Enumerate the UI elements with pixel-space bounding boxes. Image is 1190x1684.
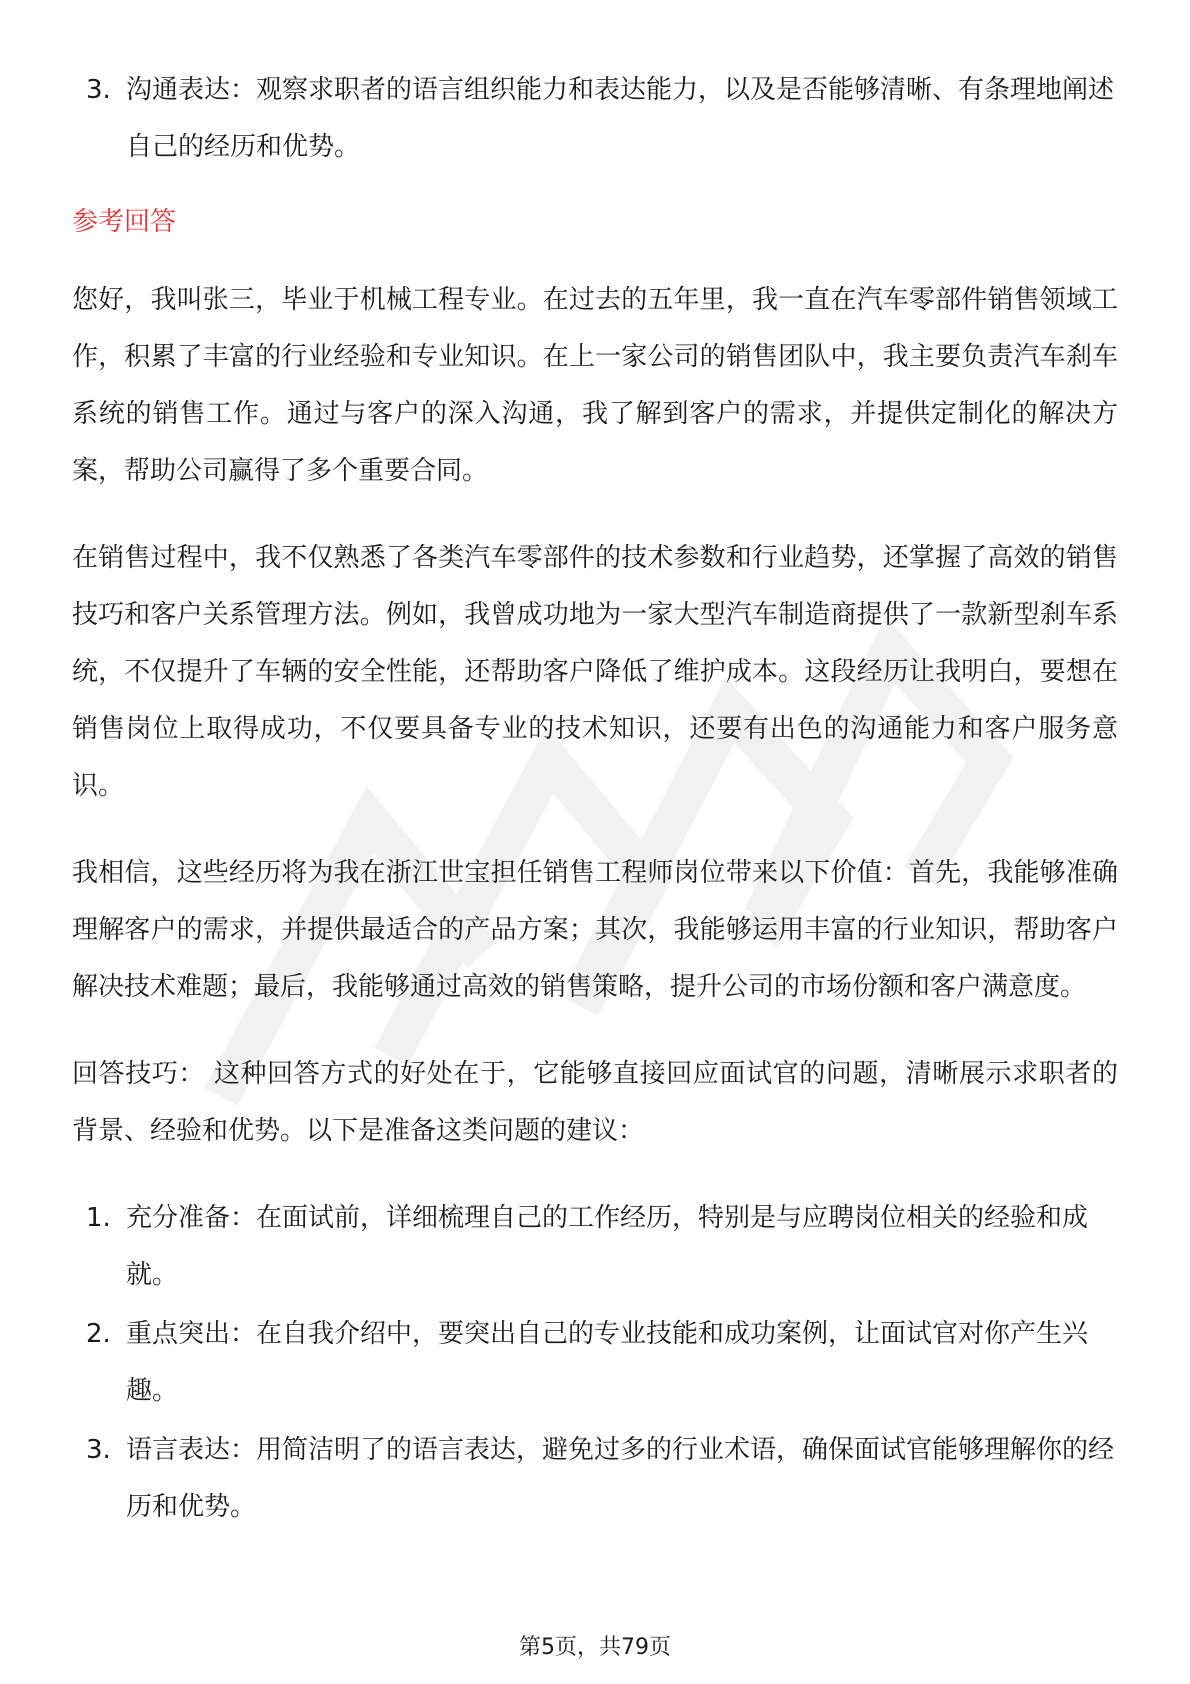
list-item	[72, 1306, 1118, 1420]
list-number: 3.	[86, 75, 111, 105]
list-text: 重点突出：在自我介绍中，要突出自己的专业技能和成功案例，让面试官对你产生兴趣。	[126, 1319, 1089, 1406]
list-number: 1.	[86, 1203, 111, 1233]
list-number: 2.	[86, 1319, 111, 1349]
list-item	[72, 1422, 1118, 1536]
answer-paragraph-2: 在销售过程中，我不仅熟悉了各类汽车零部件的技术参数和行业趋势，还掌握了高效的销售技巧和客户关系管理方法。例如，我曾成功地为一家大型汽车制造商提供了一款新型刹车系统，不仅提升了车辆的安全性能，还帮助客户降低了维护成本。这段经历让我明白，要想在销售岗位上取得成功，不仅要具备专业的技术知识，还要有出色的沟通能力和客户服务意识。	[72, 543, 1118, 801]
page-footer: 第5页，共79页	[519, 1635, 671, 1660]
list-text: 沟通表达：观察求职者的语言组织能力和表达能力，以及是否能够清晰、有条理地阐述自己的经历和优势。	[126, 75, 1115, 162]
tips-intro-paragraph: 回答技巧： 这种回答方式的好处在于，它能够直接回应面试官的问题，清晰展示求职者的背景、经验和优势。以下是准备这类问题的建议：	[72, 1059, 1118, 1146]
section-heading: 参考回答	[72, 207, 177, 237]
document-page	[72, 62, 1118, 1538]
list-item	[72, 62, 1118, 176]
list-number: 3.	[86, 1435, 111, 1465]
list-item	[72, 1190, 1118, 1304]
list-text: 充分准备：在面试前，详细梳理自己的工作经历，特别是与应聘岗位相关的经验和成就。	[126, 1203, 1089, 1290]
tips-list	[72, 1190, 1118, 1536]
answer-paragraph-1: 您好，我叫张三，毕业于机械工程专业。在过去的五年里，我一直在汽车零部件销售领域工作，积累了丰富的行业经验和专业知识。在上一家公司的销售团队中，我主要负责汽车刹车系统的销售工作。通过与客户的深入沟通，我了解到客户的需求，并提供定制化的解决方案，帮助公司赢得了多个重要合同。	[72, 285, 1118, 486]
criteria-list	[72, 62, 1118, 176]
list-text: 语言表达：用简洁明了的语言表达，避免过多的行业术语，确保面试官能够理解你的经历和优势。	[126, 1435, 1115, 1522]
answer-paragraph-3: 我相信，这些经历将为我在浙江世宝担任销售工程师岗位带来以下价值：首先，我能够准确理解客户的需求，并提供最适合的产品方案；其次，我能够运用丰富的行业知识，帮助客户解决技术难题；最后，我能够通过高效的销售策略，提升公司的市场份额和客户满意度。	[72, 858, 1118, 1002]
